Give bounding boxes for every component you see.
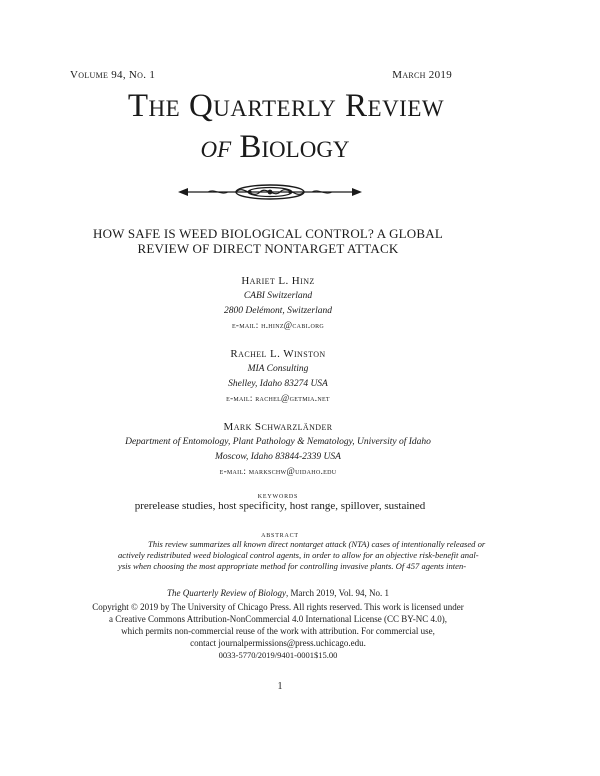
journal-title-of: of [200,129,232,165]
license-line: which permits non-commercial reuse of the work with attribution. For commercial use, [121,626,435,636]
author-email[interactable]: e-mail: rachel@getmia.net [226,393,330,403]
keywords-heading: keywords [257,491,299,500]
abstract-line: actively redistributed weed biological control agents, in order to allow for an objective risk-benefit anal- [118,550,479,560]
author-address: Shelley, Idaho 83274 USA [228,379,328,389]
keywords-list: prerelease studies, host specificity, host range, spillover, sustained [134,500,426,512]
author-affiliation: Department of Entomology, Plant Pathology & Nematology, University of Idaho [125,437,431,447]
article-code: 0033-5770/2019/9401-0001$15.00 [218,650,338,660]
citation-line [0,587,578,599]
article-title-line1: HOW SAFE IS WEED BIOLOGICAL CONTROL? A GLOBAL [93,226,443,241]
abstract-line: ysis when choosing the most appropriate method for controlling invasive plants. Of 457 agents inten- [118,561,467,571]
author-name: Mark Schwarzländer [223,421,333,433]
page-number: 1 [277,681,283,692]
author-name: Hariet L. Hinz [241,275,315,287]
issue-date: March 2019 [392,69,452,81]
author-affiliation: CABI Switzerland [243,291,313,301]
abstract-heading: abstract [261,530,299,539]
article-title-line2: REVIEW OF DIRECT NONTARGET ATTACK [137,241,399,256]
author-address: 2800 Delémont, Switzerland [224,306,332,316]
citation-journal: The Quarterly Review of Biology [167,588,287,598]
permissions-contact[interactable]: contact journalpermissions@press.uchicago.edu. [190,638,366,648]
citation-details: , March 2019, Vol. 94, No. 1 [286,588,389,598]
abstract-line: This review summarizes all known direct nontarget attack (NTA) cases of intentionally released or [148,539,486,549]
author-email[interactable]: e-mail: markschw@uidaho.edu [219,466,337,476]
journal-title-line2: Biology [239,129,350,165]
author-name: Rachel L. Winston [230,348,326,360]
copyright-line: Copyright © 2019 by The University of Chicago Press. All rights reserved. This work is licensed under [92,602,464,612]
journal-title-line1: The Quarterly Review [127,88,445,124]
journal-title [0,90,600,123]
ornament-divider-icon [178,182,362,202]
journal-title-second-line [0,131,600,164]
author-email[interactable]: e-mail: h.hinz@cabi.org [231,320,325,330]
license-line: a Creative Commons Attribution-NonCommercial 4.0 International License (CC BY-NC 4.0), [109,614,447,624]
author-address: Moscow, Idaho 83844-2339 USA [215,452,341,462]
author-affiliation: MIA Consulting [247,364,309,374]
volume-issue: Volume 94, No. 1 [70,69,156,81]
